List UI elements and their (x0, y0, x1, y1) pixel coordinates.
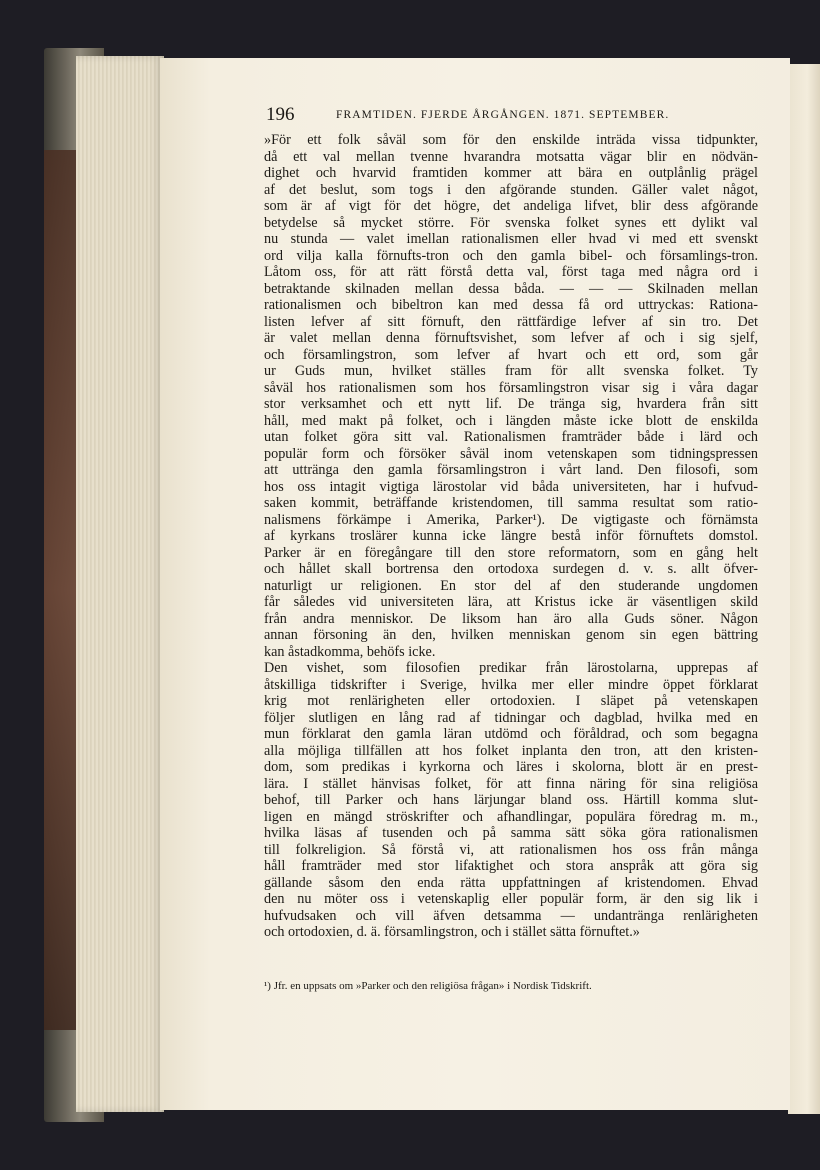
text-line: åtskilliga tidskrifter i Sverige, hvilka mer eller mindre öppet förklarat (264, 676, 758, 693)
text-line: nalismens förkämpe i Amerika, Parker¹). De vigtigaste och förnämsta (264, 511, 758, 528)
text-line: såväl hos rationalismen som hos församlingstron visar sig i våra dagar (264, 379, 758, 396)
text-line: betydelse så mycket större. För svenska folket synes ett dylikt val (264, 214, 758, 231)
text-line: »För ett folk såväl som för den enskilde inträda vissa tidpunkter, (264, 132, 758, 148)
text-line: ur Guds mun, hvilket ställes fram för allt svenska folket. Ty (264, 363, 758, 379)
text-line: hvilka läsas af tusenden och på samma sätt söka göra rationalismen (264, 825, 758, 841)
text-line: är valet mellan denna förnuftsvishet, som lefver af och i sig sjelf, (264, 330, 758, 346)
text-line: naturligt ur religionen. En stor del af den studerande ungdomen (264, 577, 758, 594)
text-line: och församlingstron, som lefver af hvart och ett ord, som går (264, 346, 758, 363)
text-line: saken kommit, beträffande kristendomen, till samma resultat som ratio- (264, 495, 758, 511)
page-number: 196 (266, 104, 295, 125)
page-stack-right (788, 64, 820, 1114)
text-line: behof, till Parker och hans lärjungar bland oss. Härtill komma slut- (264, 792, 758, 808)
body-text (264, 132, 758, 941)
text-line: dom, som predikas i kyrkorna och läres i skolorna, blott är en prest- (264, 759, 758, 775)
text-line: Låtom oss, för att rätt förstå detta val, först taga med några ord i (264, 264, 758, 280)
running-head: FRAMTIDEN. FJERDE ÅRGÅNGEN. 1871. SEPTEMBER. (336, 109, 670, 121)
text-line: följer slutligen en lång rad af tidningar och dagblad, hvilka med en (264, 709, 758, 726)
page-stack-left (76, 56, 164, 1112)
text-line: annan försoning än den, hvilken menniskan genom sin egen bättring (264, 627, 758, 643)
text-line: stor verksamhet och ett nytt lif. De tränga sig, hvardera från sitt (264, 396, 758, 412)
text-line: nu stunda — valet imellan rationalismen eller hvad vi med ett svenskt (264, 231, 758, 247)
text-line: den nu möter oss i vetenskaplig eller populär form, är den sig lik i (264, 891, 758, 907)
text-line: hos oss intagit vigtiga lärostolar vid båda universiteten, har i hufvud- (264, 478, 758, 495)
text-line: som är af vigt för det högre, det andeliga lifvet, blir dess afgörande (264, 198, 758, 214)
text-line: lära. I stället hänvisas folket, för att finna näring för sina religiösa (264, 775, 758, 792)
text-line: gällande såsom den enda rätta uppfattningen af kristendomen. Ehvad (264, 874, 758, 891)
text-line: håll, med makt på folket, och i längden måste icke blott de enskilda (264, 412, 758, 429)
text-line: dighet och hvarvid framtiden kommer att bära en outplånlig prägel (264, 165, 758, 181)
text-line: till folkreligion. Så förstå vi, att rationalismen hos oss från många (264, 841, 758, 858)
text-line: krig mot renlärigheten eller ortodoxien. I släpet på vetenskapen (264, 693, 758, 709)
text-line: ord vilja kalla förnufts-tron och den gamla bibel- och församlings-tron. (264, 247, 758, 264)
text-line: Parker är en föregångare till den store reformatorn, som en gång helt (264, 544, 758, 561)
text-line: håll framträder med stor lifaktighet och stora anspråk att göra sig (264, 858, 758, 874)
text-line: mun förklarat den gamla läran utdömd och föråldrad, och som begagna (264, 726, 758, 742)
text-line: Den vishet, som filosofien predikar från lärostolarna, upprepas af (264, 660, 758, 676)
text-line: af det beslut, som togs i den afgörande stunden. Gäller valet något, (264, 181, 758, 198)
text-line: får således vid universiteten lära, att Kristus icke är väsentligen skild (264, 594, 758, 610)
footnote: ¹) Jfr. en uppsats om »Parker och den religiösa frågan» i Nordisk Tidskrift. (264, 980, 592, 992)
text-line: betraktande skilnaden mellan dessa båda. — — — Skilnaden mellan (264, 280, 758, 297)
text-line: kan åstadkomma, behöfs icke. (264, 643, 436, 660)
text-line: populär form och försöker såväl inom vetenskapen som tidningspressen (264, 445, 758, 462)
text-line: och ortodoxien, d. ä. församlingstron, och i stället sätta förnuftet.» (264, 924, 640, 940)
text-line: och hållet skall bortrensa den ortodoxa surdegen d. v. s. allt öfver- (264, 561, 758, 577)
page-header (266, 104, 766, 126)
text-line: hufvudsaken och vill äfven detsamma — undantränga renlärigheten (264, 907, 758, 924)
text-line: ligen en mängd ströskrifter och afhandlingar, populära föredrag m. m., (264, 808, 758, 825)
text-line: listen lefver af sitt förnuft, den rättfärdige lefver af sin tro. Det (264, 313, 758, 330)
text-line: af kyrkans troslärer kunna icke längre bestå inför förnuftets domstol. (264, 528, 758, 544)
text-line: då ett val mellan tvenne hvarandra motsatta vägar blir en nödvän- (264, 148, 758, 165)
text-line: att uttränga den gamla församlingstron i vårt land. Den filosofi, som (264, 462, 758, 478)
text-line: alla möjliga tillfällen att hos folket inplanta den tron, att den kristen- (264, 742, 758, 759)
text-line: utan folket göra sitt val. Rationalismen framträder både i lärd och (264, 429, 758, 445)
text-line: rationalismen och bibeltron kan med dessa få ord uttryckas: Rationa- (264, 297, 758, 313)
text-line: från andra menniskor. De liksom han äro alla Guds söner. Någon (264, 610, 758, 627)
